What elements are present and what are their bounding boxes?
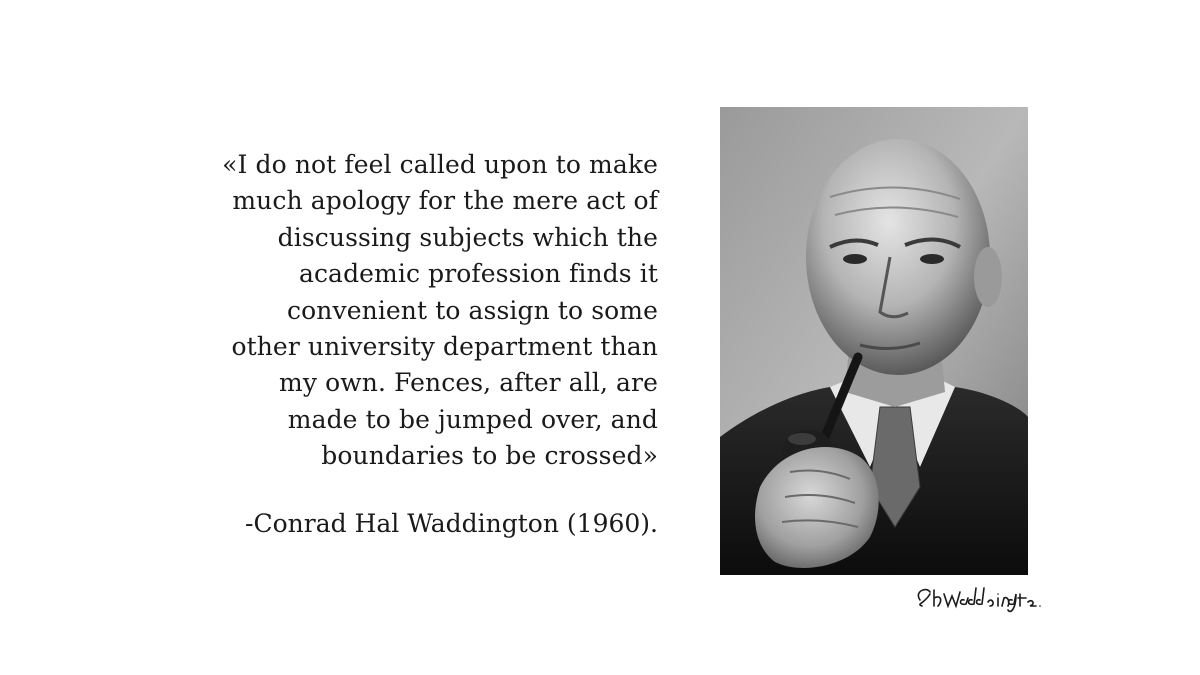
portrait-photo (720, 107, 1028, 575)
quote-line: made to be jumped over, and (287, 404, 658, 434)
quote-line: boundaries to be crossed» (321, 441, 658, 471)
quote-line: convenient to assign to some (287, 295, 658, 325)
quote-text (120, 147, 658, 475)
quote-line: academic profession finds it (298, 259, 658, 289)
quote-line: much apology for the mere act of (232, 186, 658, 216)
quote-line: my own. Fences, after all, are (279, 368, 658, 398)
quote-line: «I do not feel called upon to make (222, 150, 658, 179)
quote-attribution: -Conrad Hal Waddington (1960). (245, 509, 658, 538)
signature-image (912, 580, 1042, 616)
quote-line: discussing subjects which the (277, 222, 658, 252)
quote-line: other university department than (231, 332, 658, 362)
